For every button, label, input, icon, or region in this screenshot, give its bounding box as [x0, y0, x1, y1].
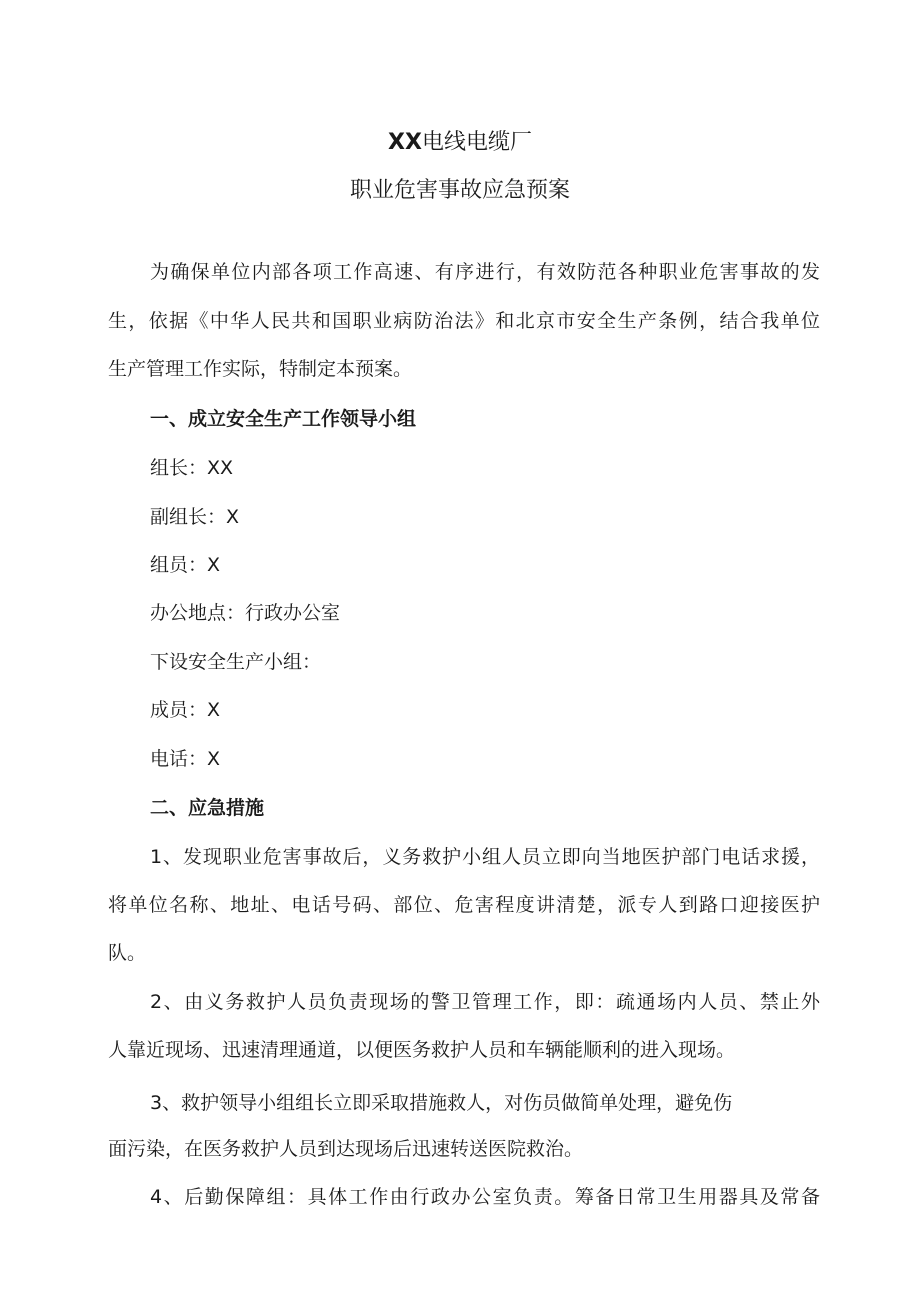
intro-line-3: 生产管理工作实际，特制定本预案。	[108, 358, 413, 380]
document-title	[0, 128, 920, 158]
measure2-line-1: 2、由义务救护人员负责现场的警卫管理工作，即：疏通场内人员、禁止外	[150, 991, 820, 1013]
measure3-line-1: 3、救护领导小组组长立即采取措施救人，对伤员做简单处理，避免伤	[150, 1092, 733, 1114]
office-location-line: 办公地点：行政办公室	[150, 602, 341, 624]
section2-heading: 二、应急措施	[150, 797, 265, 819]
title-prefix: XX	[388, 130, 422, 155]
measure3-line-2: 面污染，在医务救护人员到达现场后迅速转送医院救治。	[108, 1138, 584, 1160]
leader-line: 组长：XX	[150, 457, 234, 479]
phone-line: 电话：X	[150, 748, 221, 770]
document-subtitle: 职业危害事故应急预案	[349, 178, 570, 203]
intro-line-2: 生，依据《中华人民共和国职业病防治法》和北京市安全生产条例，结合我单位	[108, 310, 820, 332]
title-main: 电线电缆厂	[421, 130, 532, 155]
subgroup-line: 下设安全生产小组：	[150, 651, 322, 673]
measure1-line-1: 1、发现职业危害事故后，义务救护小组人员立即向当地医护部门电话求援，	[150, 846, 820, 868]
measure4-line-1: 4、后勤保障组：具体工作由行政办公室负责。筹备日常卫生用器具及常备	[150, 1186, 820, 1208]
subgroup-members-line: 成员：X	[150, 699, 221, 721]
measure2-line-2: 人靠近现场、迅速清理通道，以便医务救护人员和车辆能顺利的进入现场。	[108, 1039, 736, 1061]
section1-heading: 一、成立安全生产工作领导小组	[150, 408, 417, 430]
member-line: 组员：X	[150, 554, 221, 576]
measure1-line-2: 将单位名称、地址、电话号码、部位、危害程度讲清楚，派专人到路口迎接医护	[108, 894, 820, 916]
deputy-leader-line: 副组长：X	[150, 506, 240, 528]
measure1-line-3: 队。	[108, 942, 147, 964]
intro-line-1: 为确保单位内部各项工作高速、有序进行，有效防范各种职业危害事故的发	[150, 261, 820, 283]
